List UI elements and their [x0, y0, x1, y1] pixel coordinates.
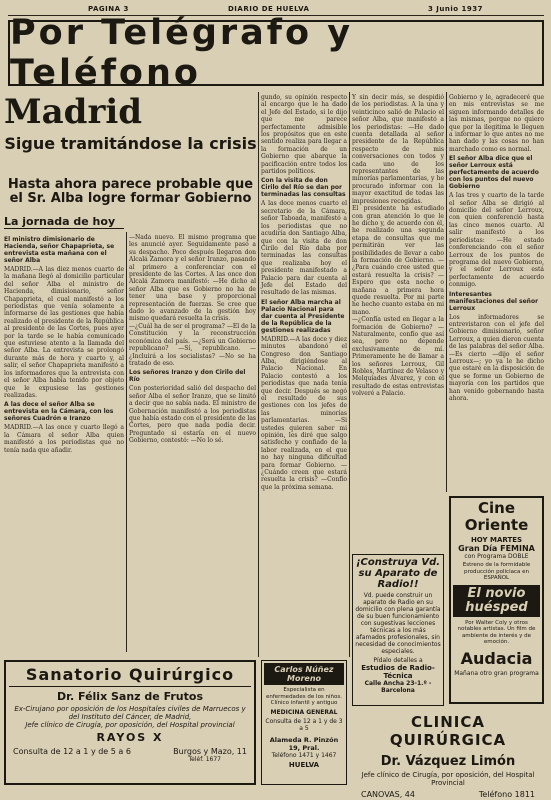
film-info: Por Walter Coly y otros notables artistas. Un film de ambiente de interés y de emoción. — [457, 619, 536, 645]
article-paragraph: A las tres y cuarto de la tarde el señor Alba se dirigió al domicilio del señor Lerroux, con quien conferenció hasta las cinco menos cuarto. Al salir manifestó a los periodistas: —He estado conferenciando con el señor Lerroux de los puntos de programa del nuevo Gobierno, y el señor Lerroux está perfectamente de acuerdo conmigo. — [449, 192, 544, 289]
ad-credentials: Ex-Cirujano por oposición de los Hospitales civiles de Marruecos y del Instituto del Cáncer, de Madrid, — [14, 705, 246, 721]
article-subhead: A las doce el señor Alba se entrevista en la Cámara, con los señores Cuadrón e Iranzo — [4, 401, 114, 423]
article-paragraph: Gobierno y le, agradeceré que en mis entrevistas se me siguen informando detalles de las mismas, porque no quiero que por la ilegitima le lleguen a informar lo que antes no me han dado y las cosas no han marchado como es normal. — [449, 94, 544, 153]
ad-hours: Consulta de 12 a 1 y de 5 a 6 — [13, 747, 131, 756]
ad-body: Vd. puede construir un aparato de Radio en su domicilio con plena garantía de su buen funcionamiento con sugestivas lecciones técnicas a los más afamados profesionales, sin necesidad de conocimientos especiales. — [355, 592, 441, 655]
article-column-2 — [129, 234, 256, 654]
article-column-5 — [449, 94, 544, 492]
article-column-1 — [4, 234, 124, 654]
ad-phone: Teléfono 1471 y 1467 — [271, 751, 337, 759]
article-paragraph: MADRID.—A las once y cuarto llegó a la Cámara el señor Alba quien manifestó a los periodistas que no tenía nada que añadir. — [4, 424, 124, 454]
film-title-1: El novio huésped — [453, 585, 540, 617]
article-paragraph: El presidente ha estudiado con gran atención lo que le he dicho y, de acuerdo con él, he realizado una segunda etapa de consultas que me permitirán ver las posibilidades de llevar a cabo la formación de Gobierno. —¿Para cuándo cree usted que estará resuelta la crisis? —Espero que esta noche o mañana a primera hora quede resuelta. Por mi parte he hecho cuanto estaba en mi mano. — [352, 205, 444, 316]
ad-city: HUELVA — [288, 760, 320, 769]
cinema-name: Cine Oriente — [464, 499, 529, 534]
dateline-madrid: Madrid — [4, 92, 143, 132]
column-rule — [446, 92, 447, 492]
ad-sanatorio — [4, 660, 256, 785]
section-title: La jornada de hoy — [4, 215, 124, 229]
article-paragraph: Con posterioridad salió del despacho del señor Alba el señor Iranzo, que se limitó a decir que no sabía nada. El ministro de Gobernación manifestó a los periodistas que había estado con el presidente de las Cortes, pero que nada podía decir. Preguntado si estaría en el nuevo Gobierno, contestó: —No lo sé. — [129, 385, 256, 445]
ad-specialty: Especialista en enfermedades de los niños. Clínico infantil y antiguo — [265, 687, 343, 706]
ad-address: CANOVAS, 44 — [361, 790, 415, 799]
article-paragraph: —Nada nuevo. El mismo programa que les anuncié ayer. Seguidamente pasó a su despacho. Poco después llegaron don Alcalá Zamora y el señor Iranzo, pasando al primero a conferenciar con el presidente de las Cortes. A las once don Alcalá Zamora manifestó: —He dicho al señor Alba que es Gobierno no ha de tener una base y proporcional representación de fuerzas. Se cree que dado lo avanzado de la gestión hoy mismo quedará resuelta la crisis. — [129, 234, 256, 323]
ad-phone: Teléf. 1677 — [188, 756, 221, 763]
cinema-description: Estreno de la formidable producción policiaca en ESPAÑOL — [462, 562, 531, 581]
ad-doctor-name: Dr. Félix Sanz de Frutos — [57, 690, 203, 703]
cinema-footer: Mañana otro gran programa — [454, 669, 539, 677]
column-rule — [258, 92, 259, 657]
article-paragraph: Los informadores se entrevistaron con el jefe del Gobierno dimisionario, señor Lerroux, a quien dieron cuenta de las palabras del señor Alba. —Es cierto —dijo el señor Lerroux—; yo ya le he dicho que estaré en la disposición de que se forme un Gobierno de mayoría con los partidos que han venido gobernando hasta ahora. — [449, 313, 544, 402]
ad-rayos-x: RAYOS X — [96, 731, 164, 744]
sub-headline: Hasta ahora parece probable que el Sr. Alba logre formar Gobierno — [7, 177, 254, 206]
ad-doctor-name: Dr. Vázquez Limón — [380, 754, 516, 769]
ad-address: Burgos y Mazo, 11 — [173, 747, 247, 756]
page-number: PAGINA 3 — [88, 5, 129, 13]
ad-school: Estudios de Radio-Técnica — [361, 664, 435, 680]
article-paragraph: Y sin decir más, se despidió de los periodistas. A la una y veinticinco salió de Palacio el señor Alba, que manifestó a los periodistas: —He dado cuenta detallada al señor presidente de la República respecto de mis conversaciones con todos y cada uno de los representantes de las minorías parlamentarias, y he procurado informar con la mayor exactitud de todas las impresiones recogidas. — [352, 94, 444, 205]
cinema-today: HOY MARTES — [470, 536, 523, 544]
column-rule — [126, 232, 127, 652]
newspaper-name: DIARIO DE HUELVA — [228, 5, 310, 13]
ad-title: ¡Construya Vd. su Aparato de Radio!! — [355, 557, 441, 590]
column-rule — [349, 92, 350, 657]
ad-credentials-2: Jefe clínico de Cirugía, por oposición, del Hospital provincial — [25, 721, 235, 729]
section-banner: Por Telégrafo y Teléfono — [8, 20, 544, 86]
ad-description: Jefe clínico de Cirugía, por oposición, del Hospital Provincial — [361, 771, 535, 787]
ad-hours: Consulta de 12 a 1 y de 3 a 5 — [265, 717, 343, 732]
article-paragraph: gundo, su opinión respecto al encargo que le ha dado el Jefe del Estado, si le dijo que me parece perfectamente admisible los propósitos que en este sentido realiza para llegar a la formación de un Gobierno que abarque la pacificación entre todos los partidos políticos. — [261, 94, 347, 176]
ad-carlos-nunez — [261, 660, 347, 785]
cinema-gala: Gran Día FEMINA — [458, 544, 535, 553]
article-subhead: El señor Alba dice que el señor Lerroux está perfectamente de acuerdo con los puntos del nuevo Gobierno — [449, 155, 539, 191]
article-column-3 — [261, 94, 347, 656]
article-subhead: El ministro dimisionario de Hacienda, señor Chapaprieta, se entrevista esta mañana con el señor Alba — [4, 236, 115, 264]
article-column-4 — [352, 94, 444, 549]
ad-address: Alameda R. Pinzón 19, Pral. — [269, 735, 339, 752]
ad-doctor-name: Carlos Núñez Moreno — [264, 663, 344, 685]
issue-date: 3 Junio 1937 — [428, 5, 484, 13]
article-subhead: Los señores Iranzo y don Cirilo del Río — [129, 369, 246, 384]
article-paragraph: MADRID.—A las diez menos cuarto de la mañana llegó al domicilio particular del señor Alba el ministro de Hacienda, dimisionario, señor Chapaprieta, el cual manifestó a los periodistas que venía solamente a informarse de las gestiones que había realizado el presidente de la República al presidente de las Cortes, pues ayer por la tarde se le había comunicado que estuviese atento a la llamada del señor Alba. La entrevista se prolongó durante más de hora y cuarto y, al salir, el señor Chapaprieta manifestó a los informadores que la entrevista con el señor Alba había tenido por objeto que le expusiese las gestiones realizadas. — [4, 266, 124, 399]
ad-contact: Pídalo detalles a — [373, 657, 423, 664]
article-paragraph: —¿Cuál ha de ser el programa? —El de la Constitución y la reconstrucción económica del país. —¿Será un Gobierno republicano? —Sí, republicano. —¿Incluirá a los socialistas? —No se ha tratado de eso. — [129, 322, 256, 367]
article-subhead: Con la visita de don Cirilo del Río se dan por terminadas las consultas — [261, 177, 346, 199]
ad-clinica-title: CLINICA QUIRÚRGICA — [389, 713, 507, 749]
ad-cine-oriente — [449, 496, 544, 704]
ad-address: Calle Ancha 23-1.º - Barcelona — [364, 680, 432, 694]
article-paragraph: —¿Confía usted en llegar a la formación de Gobierno? —Naturalmente, confío que así sea, pero no depende exclusivamente de mí. Primeramente he de llamar a los señores Lerroux, Gil Robles, Martínez de Velasco y Melquíades Álvarez, y con el resultado de estas entrevistas volveré a Palacio. — [352, 316, 444, 398]
article-subhead: El señor Alba marcha al Palacio Nacional para dar cuenta al Presidente de la República de la gestiones realizadas — [261, 298, 345, 334]
main-headline: Sigue tramitándose la crisis — [4, 134, 257, 153]
article-paragraph: MADRID.—A las doce y diez minutos abandonó el Congreso don Santiago Alba, dirigiéndose al Palacio Nacional. En Palacio contestó a los periodistas que nada tenía que decir. Después se negó el resultado de sus gestiones con los jefes de las minorías parlamentarias. —Si ustedes quieren saber mi opinión, les diré que salgo satisfecho y confiado de la labor realizada, en el que no hay ninguna dificultad para formar Gobierno. —¿Cuándo creen que estará resuelta la crisis? —Confío que la próxima semana. — [261, 335, 347, 491]
article-paragraph: A las doce menos cuarto el secretario de la Cámara, señor Taboada, manifestó a los periodistas que no acudiría don Santiago Alba, que con la visita de don Cirilo del Río daba por terminadas las consultas que realizaba hoy el presidente manifestado a Palacio para dar cuenta al Jefe del Estado del resultado de las mismas. — [261, 200, 347, 297]
ad-radio-course — [352, 554, 444, 706]
cinema-program: con Programa DOBLE — [464, 553, 529, 560]
ad-phone: Teléfono 1811 — [478, 790, 535, 799]
ad-clinica-quirurgica — [352, 710, 544, 799]
film-title-2: Audacia — [460, 648, 533, 668]
article-subhead: Interesantes manifestaciones del señor Lerroux — [449, 290, 539, 312]
ad-department: MEDICINA GENERAL — [270, 708, 338, 716]
ad-sanatorio-title: Sanatorio Quirúrgico — [9, 665, 251, 687]
